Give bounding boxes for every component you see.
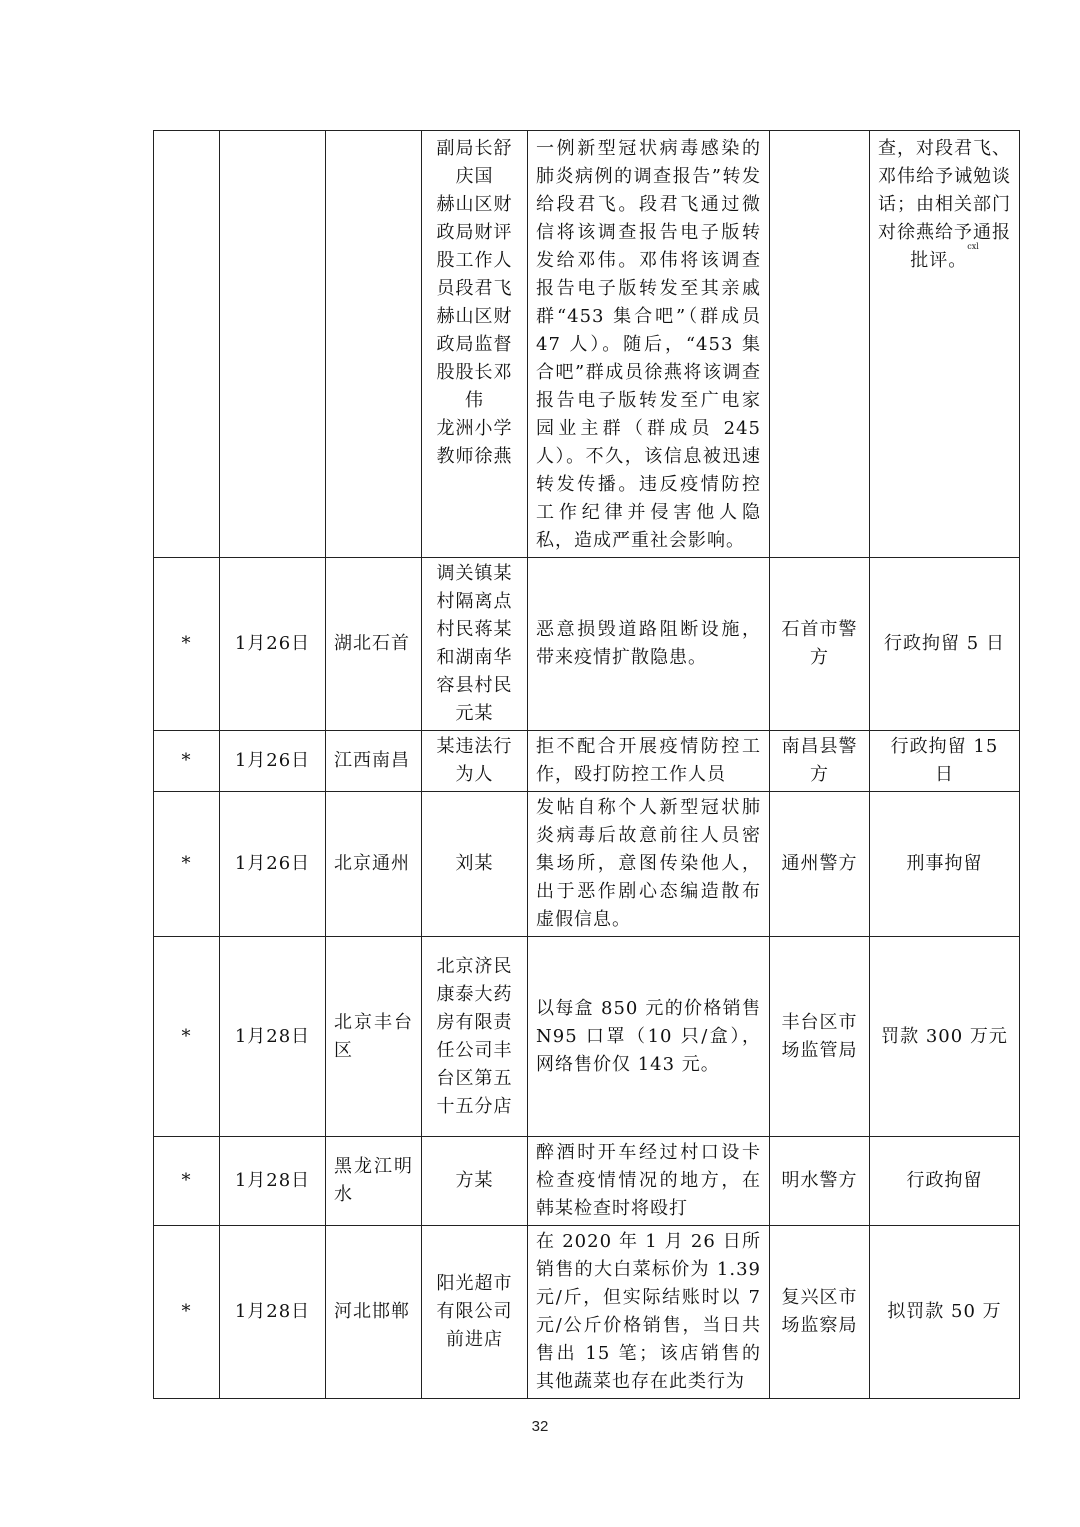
date-cell [220, 131, 326, 558]
date-cell: 1月26日 [220, 558, 326, 731]
organ-cell: 丰台区市场监管局 [770, 937, 870, 1137]
result-cell: 行政拘留 5 日 [870, 558, 1020, 731]
table-row [154, 1137, 1020, 1226]
mark-cell: * [154, 1137, 220, 1226]
location-cell: 北京丰台区 [326, 937, 422, 1137]
party-line: 教师徐燕 [436, 446, 513, 467]
date-cell: 1月26日 [220, 792, 326, 937]
organ-cell: 通州警方 [770, 792, 870, 937]
result-text: 查，对段君飞、邓伟给予诫勉谈话；由相关部门对徐燕给予通报批评。 [878, 138, 1011, 271]
table-row-continuation [154, 131, 1020, 558]
location-cell: 江西南昌 [326, 731, 422, 792]
date-cell: 1月28日 [220, 1226, 326, 1399]
result-cell: 拟罚款 50 万 [870, 1226, 1020, 1399]
organ-cell: 明水警方 [770, 1137, 870, 1226]
party-line: 员段君飞 [436, 278, 513, 299]
location-cell [326, 131, 422, 558]
party-cell: 刘某 [422, 792, 528, 937]
date-cell: 1月26日 [220, 731, 326, 792]
description-cell: 拒不配合开展疫情防控工作，殴打防控工作人员 [528, 731, 770, 792]
organ-cell [770, 131, 870, 558]
party-line: 政局监督 [436, 334, 513, 355]
description-cell: 醉酒时开车经过村口设卡检查疫情情况的地方，在韩某检查时将殴打 [528, 1137, 770, 1226]
location-cell: 北京通州 [326, 792, 422, 937]
party-line: 股股长邓 [436, 362, 513, 383]
table-row [154, 731, 1020, 792]
footnote-marker: cxl [967, 242, 979, 251]
organ-cell: 石首市警方 [770, 558, 870, 731]
table-row [154, 792, 1020, 937]
page-number: 32 [531, 1418, 549, 1435]
party-line: 庆国 [455, 166, 494, 187]
result-cell: 行政拘留 15 日 [870, 731, 1020, 792]
party-cell: 阳光超市有限公司前进店 [422, 1226, 528, 1399]
result-cell: 罚款 300 万元 [870, 937, 1020, 1137]
party-line: 副局长舒 [436, 138, 513, 159]
table-row [154, 937, 1020, 1137]
description-cell: 以每盒 850 元的价格销售 N95 口罩（10 只/盒），网络售价仅 143 元。 [528, 937, 770, 1137]
party-line: 赫山区财 [436, 194, 513, 215]
mark-cell: * [154, 731, 220, 792]
description-cell: 一例新型冠状病毒感染的肺炎病例的调查报告”转发给段君飞。段君飞通过微信将该调查报告电子版转发给邓伟。邓伟将该调查报告电子版转发至其亲戚群“453 集合吧”（群成员 47 人）。随后，“453 集合吧”群成员徐燕将该调查报告电子版转发至广电家园业主群（群成员 245 人）。不久，该信息被迅速转发传播。违反疫情防控工作纪律并侵害他人隐私，造成严重社会影响。 [528, 131, 770, 558]
party-cell: 某违法行为人 [422, 731, 528, 792]
description-cell: 恶意损毁道路阻断设施，带来疫情扩散隐患。 [528, 558, 770, 731]
party-line: 伟 [465, 390, 484, 411]
party-line: 赫山区财 [436, 306, 513, 327]
location-cell: 河北邯郸 [326, 1226, 422, 1399]
penalty-cases-table [153, 130, 1020, 1399]
parties-cell [422, 131, 528, 558]
date-cell: 1月28日 [220, 937, 326, 1137]
party-cell: 北京济民康泰大药房有限责任公司丰台区第五十五分店 [422, 937, 528, 1137]
organ-cell: 复兴区市场监察局 [770, 1226, 870, 1399]
mark-cell: * [154, 792, 220, 937]
table-row [154, 558, 1020, 731]
description-cell: 在 2020 年 1 月 26 日所销售的大白菜标价为 1.39 元/斤，但实际结账时以 7 元/公斤价格销售，当日共售出 15 笔；该店销售的其他蔬菜也存在此类行为 [528, 1226, 770, 1399]
party-line: 股工作人 [436, 250, 513, 271]
result-cell [870, 131, 1020, 558]
description-cell: 发帖自称个人新型冠状肺炎病毒后故意前往人员密集场所，意图传染他人，出于恶作剧心态编造散布虚假信息。 [528, 792, 770, 937]
location-cell: 黑龙江明水 [326, 1137, 422, 1226]
result-cell: 刑事拘留 [870, 792, 1020, 937]
location-cell: 湖北石首 [326, 558, 422, 731]
date-cell: 1月28日 [220, 1137, 326, 1226]
result-cell: 行政拘留 [870, 1137, 1020, 1226]
mark-cell [154, 131, 220, 558]
mark-cell: * [154, 1226, 220, 1399]
organ-cell: 南昌县警方 [770, 731, 870, 792]
party-line: 政局财评 [436, 222, 513, 243]
party-cell: 调关镇某村隔离点村民蒋某和湖南华容县村民元某 [422, 558, 528, 731]
mark-cell: * [154, 558, 220, 731]
table-row [154, 1226, 1020, 1399]
mark-cell: * [154, 937, 220, 1137]
party-cell: 方某 [422, 1137, 528, 1226]
party-line: 龙洲小学 [436, 418, 513, 439]
